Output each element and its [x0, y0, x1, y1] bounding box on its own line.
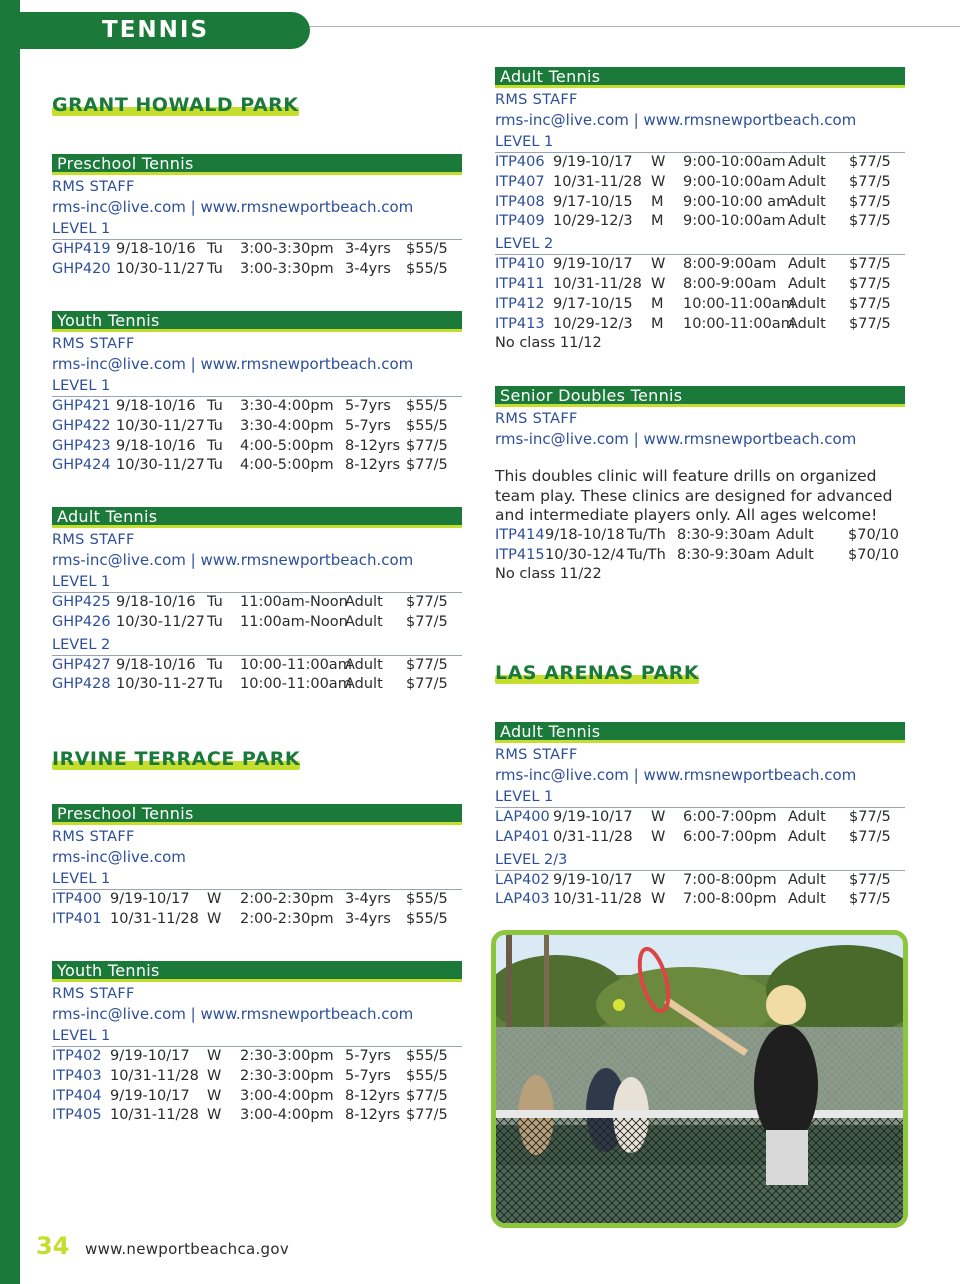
class-dates: 10/30-11/27 — [116, 417, 205, 434]
class-code: ITP401 — [52, 910, 102, 927]
class-time: 3:30-4:00pm — [240, 398, 334, 414]
class-time: 3:00-3:30pm — [240, 241, 334, 257]
class-dates: 9/19-10/17 — [110, 891, 190, 907]
schedule-row — [52, 910, 462, 930]
class-code: GHP420 — [52, 260, 111, 277]
class-code: LAP401 — [495, 828, 550, 845]
level-label: LEVEL 1 — [495, 133, 905, 153]
class-code: GHP427 — [52, 656, 111, 673]
header-rule — [300, 26, 960, 27]
class-time: 8:30-9:30am — [677, 546, 771, 563]
schedule-row — [52, 1067, 462, 1087]
class-age: 5-7yrs — [345, 1048, 391, 1064]
level-label: LEVEL 1 — [52, 220, 462, 240]
class-dates: 10/29-12/3 — [553, 213, 633, 230]
header-tab — [20, 12, 310, 49]
class-fee: $77/5 — [406, 676, 448, 693]
class-age: Adult — [776, 526, 814, 543]
instructor: RMS STAFF — [52, 829, 135, 845]
class-time: 2:30-3:00pm — [240, 1067, 334, 1084]
class-code: GHP421 — [52, 398, 111, 414]
schedule-row — [495, 546, 905, 566]
class-code: ITP400 — [52, 891, 102, 907]
section-irvine-terrace-youth — [52, 961, 462, 1126]
class-age: Adult — [345, 656, 383, 673]
section-title: Youth Tennis — [52, 961, 462, 982]
schedule-row — [52, 1106, 462, 1126]
class-fee: $55/5 — [406, 1048, 448, 1064]
tennis-photo — [491, 930, 908, 1228]
class-code: ITP408 — [495, 193, 545, 210]
class-code: ITP405 — [52, 1107, 102, 1124]
class-age: 3-4yrs — [345, 891, 391, 907]
class-fee: $77/5 — [406, 437, 448, 454]
class-code: LAP400 — [495, 809, 550, 825]
class-dates: 10/30-12/4 — [545, 546, 625, 563]
class-fee: $77/5 — [406, 1087, 448, 1104]
class-time: 11:00am-Noon — [240, 594, 348, 610]
class-code: GHP419 — [52, 241, 111, 257]
class-dates: 9/18-10/16 — [116, 656, 196, 673]
class-time: 3:00-4:00pm — [240, 1107, 334, 1124]
class-dates: 9/19-10/17 — [553, 256, 633, 273]
class-age: Adult — [788, 871, 826, 888]
class-day: W — [651, 173, 666, 190]
schedule-row — [52, 890, 462, 910]
schedule-row — [495, 193, 905, 213]
schedule-row — [52, 593, 462, 613]
class-fee: $77/5 — [406, 594, 448, 610]
class-age: 3-4yrs — [345, 260, 391, 277]
page-title: TENNIS — [102, 17, 210, 43]
class-code: GHP422 — [52, 417, 111, 434]
class-day: Tu/Th — [627, 546, 666, 563]
class-dates: 10/31-11/28 — [110, 1107, 199, 1124]
section-title: Preschool Tennis — [52, 154, 462, 175]
class-dates: 9/19-10/17 — [553, 871, 633, 888]
class-fee: $70/10 — [848, 526, 900, 543]
class-code: ITP407 — [495, 173, 545, 190]
class-day: M — [651, 315, 664, 332]
class-dates: 9/18-10/16 — [116, 437, 196, 454]
instructor: RMS STAFF — [495, 411, 578, 427]
schedule-row — [495, 295, 905, 315]
class-dates: 10/31-11/28 — [553, 173, 642, 190]
class-dates: 9/19-10/17 — [110, 1087, 190, 1104]
class-code: LAP403 — [495, 891, 550, 908]
class-fee: $55/5 — [406, 891, 448, 907]
class-age: Adult — [788, 256, 826, 273]
class-code: GHP423 — [52, 437, 111, 454]
section-irvine-terrace-preschool — [52, 804, 462, 930]
level-label: LEVEL 1 — [52, 377, 462, 397]
class-day: W — [207, 1048, 222, 1064]
class-age: 5-7yrs — [345, 398, 391, 414]
park-heading-irvine-terrace: IRVINE TERRACE PARK — [52, 748, 301, 770]
class-fee: $77/5 — [849, 154, 891, 170]
schedule-row — [495, 828, 905, 848]
schedule-row — [495, 871, 905, 891]
instructor: RMS STAFF — [52, 532, 135, 548]
schedule-row — [52, 1047, 462, 1067]
class-dates: 9/18-10/16 — [116, 398, 196, 414]
level-label: LEVEL 2 — [495, 235, 905, 255]
class-fee: $77/5 — [849, 891, 891, 908]
class-day: Tu — [207, 676, 223, 693]
section-title: Senior Doubles Tennis — [495, 386, 905, 407]
contact-info: rms-inc@live.com | www.rmsnewportbeach.com — [52, 551, 414, 569]
class-day: W — [207, 1067, 222, 1084]
class-day: W — [651, 275, 666, 292]
section-irvine-terrace-adult — [495, 67, 905, 354]
contact-info: rms-inc@live.com | www.rmsnewportbeach.com — [495, 111, 857, 129]
class-code: ITP414 — [495, 526, 545, 543]
class-fee: $77/5 — [849, 275, 891, 292]
class-dates: 9/19-10/17 — [553, 154, 633, 170]
contact-info: rms-inc@live.com | www.rmsnewportbeach.com — [495, 766, 857, 784]
class-fee: $77/5 — [849, 315, 891, 332]
class-dates: 10/31-11/28 — [553, 275, 642, 292]
class-age: 5-7yrs — [345, 417, 391, 434]
class-day: M — [651, 295, 664, 312]
class-time: 4:00-5:00pm — [240, 437, 334, 454]
schedule-row — [495, 275, 905, 295]
class-time: 9:00-10:00 am — [683, 193, 791, 210]
class-age: Adult — [776, 546, 814, 563]
class-code: GHP428 — [52, 676, 111, 693]
class-time: 10:00-11:00am — [683, 295, 795, 312]
level-label: LEVEL 1 — [52, 1027, 462, 1047]
class-time: 2:00-2:30pm — [240, 891, 334, 907]
class-day: Tu — [207, 260, 223, 277]
instructor: RMS STAFF — [52, 179, 135, 195]
class-day: Tu — [207, 241, 223, 257]
class-fee: $77/5 — [849, 295, 891, 312]
class-dates: 9/19-10/17 — [110, 1048, 190, 1064]
class-day: W — [207, 1107, 222, 1124]
left-accent-bar — [0, 0, 20, 1284]
class-time: 2:30-3:00pm — [240, 1048, 334, 1064]
instructor: RMS STAFF — [52, 986, 135, 1002]
footer-website-link[interactable]: www.newportbeachca.gov — [85, 1240, 290, 1258]
class-age: 8-12yrs — [345, 457, 401, 474]
schedule-row — [495, 526, 905, 546]
class-code: ITP406 — [495, 154, 545, 170]
contact-info: rms-inc@live.com | www.rmsnewportbeach.com — [52, 198, 414, 216]
schedule-row — [495, 255, 905, 275]
schedule-row — [495, 890, 905, 910]
class-age: Adult — [788, 193, 826, 210]
class-time: 9:00-10:00am — [683, 154, 786, 170]
class-day: Tu — [207, 613, 223, 630]
class-code: ITP415 — [495, 546, 545, 563]
class-fee: $55/5 — [406, 417, 448, 434]
class-day: Tu — [207, 656, 223, 673]
section-grant-howald-youth — [52, 311, 462, 476]
class-age: 8-12yrs — [345, 437, 401, 454]
class-fee: $77/5 — [849, 213, 891, 230]
class-age: 3-4yrs — [345, 241, 391, 257]
class-age: Adult — [788, 173, 826, 190]
class-day: Tu/Th — [627, 526, 666, 543]
class-age: 5-7yrs — [345, 1067, 391, 1084]
contact-info: rms-inc@live.com | www.rmsnewportbeach.com — [495, 430, 857, 448]
section-irvine-terrace-senior-doubles — [495, 386, 905, 585]
class-day: W — [207, 1087, 222, 1104]
class-day: W — [207, 891, 222, 907]
class-time: 3:00-3:30pm — [240, 260, 334, 277]
class-dates: 9/18-10/18 — [545, 526, 625, 543]
class-day: W — [207, 910, 222, 927]
schedule-row — [52, 417, 462, 437]
class-time: 3:30-4:00pm — [240, 417, 334, 434]
class-time: 8:00-9:00am — [683, 256, 777, 273]
class-age: Adult — [788, 891, 826, 908]
class-day: M — [651, 193, 664, 210]
class-code: GHP425 — [52, 594, 111, 610]
class-fee: $55/5 — [406, 398, 448, 414]
section-title: Preschool Tennis — [52, 804, 462, 825]
class-day: Tu — [207, 457, 223, 474]
class-fee: $77/5 — [849, 828, 891, 845]
class-dates: 10/31-11/28 — [553, 891, 642, 908]
level-label: LEVEL 2/3 — [495, 851, 905, 871]
class-age: Adult — [788, 295, 826, 312]
schedule-row — [495, 315, 905, 335]
class-day: Tu — [207, 398, 223, 414]
class-dates: 10/30-11-27 — [116, 676, 206, 693]
class-day: W — [651, 809, 666, 825]
class-dates: 10/30-11/27 — [116, 457, 205, 474]
schedule-row — [52, 456, 462, 476]
level-label: LEVEL 1 — [52, 870, 462, 890]
class-dates: 9/19-10/17 — [553, 809, 633, 825]
class-time: 7:00-8:00pm — [683, 871, 777, 888]
class-code: ITP413 — [495, 315, 545, 332]
class-age: Adult — [788, 275, 826, 292]
schedule-row — [52, 656, 462, 676]
schedule-row — [495, 173, 905, 193]
contact-info: rms-inc@live.com | www.rmsnewportbeach.com — [52, 1005, 414, 1023]
class-day: M — [651, 213, 664, 230]
schedule-note: No class 11/12 — [495, 335, 602, 352]
class-time: 9:00-10:00am — [683, 213, 786, 230]
class-age: Adult — [788, 213, 826, 230]
class-time: 2:00-2:30pm — [240, 910, 334, 927]
class-age: Adult — [788, 154, 826, 170]
class-age: Adult — [788, 315, 826, 332]
class-code: ITP403 — [52, 1067, 102, 1084]
class-age: Adult — [788, 809, 826, 825]
class-dates: 10/31-11/28 — [110, 910, 199, 927]
section-grant-howald-adult — [52, 507, 462, 695]
schedule-row — [52, 613, 462, 633]
class-day: Tu — [207, 417, 223, 434]
class-fee: $77/5 — [849, 173, 891, 190]
class-fee: $77/5 — [406, 613, 448, 630]
class-time: 6:00-7:00pm — [683, 828, 777, 845]
schedule-row — [52, 260, 462, 280]
class-day: W — [651, 891, 666, 908]
section-title: Youth Tennis — [52, 311, 462, 332]
park-heading-grant-howald: GRANT HOWALD PARK — [52, 94, 299, 116]
class-time: 7:00-8:00pm — [683, 891, 777, 908]
class-dates: 10/31-11/28 — [110, 1067, 199, 1084]
class-code: ITP409 — [495, 213, 545, 230]
class-day: W — [651, 871, 666, 888]
class-time: 10:00-11:00am — [240, 676, 352, 693]
class-fee: $77/5 — [849, 193, 891, 210]
class-age: 3-4yrs — [345, 910, 391, 927]
class-time: 3:00-4:00pm — [240, 1087, 334, 1104]
class-age: Adult — [345, 676, 383, 693]
schedule-row — [52, 437, 462, 457]
class-day: W — [651, 256, 666, 273]
class-fee: $55/5 — [406, 910, 448, 927]
class-day: Tu — [207, 594, 223, 610]
class-fee: $77/5 — [849, 256, 891, 273]
class-description: This doubles clinic will feature drills on organized team play. These clinics are designed for advanced and intermediate players only. All ages welcome! — [495, 467, 893, 525]
class-time: 4:00-5:00pm — [240, 457, 334, 474]
class-fee: $70/10 — [848, 546, 900, 563]
contact-info: rms-inc@live.com — [52, 848, 186, 866]
class-day: Tu — [207, 437, 223, 454]
instructor: RMS STAFF — [52, 336, 135, 352]
schedule-row — [52, 240, 462, 260]
class-time: 11:00am-Noon — [240, 613, 348, 630]
class-day: W — [651, 828, 666, 845]
schedule-note: No class 11/22 — [495, 566, 602, 583]
class-code: LAP402 — [495, 871, 550, 888]
class-fee: $77/5 — [849, 871, 891, 888]
class-dates: 10/29-12/3 — [553, 315, 633, 332]
class-time: 6:00-7:00pm — [683, 809, 777, 825]
contact-info: rms-inc@live.com | www.rmsnewportbeach.com — [52, 355, 414, 373]
section-title: Adult Tennis — [495, 67, 905, 88]
class-code: ITP411 — [495, 275, 545, 292]
schedule-row — [52, 675, 462, 695]
level-label: LEVEL 1 — [495, 788, 905, 808]
class-dates: 9/17-10/15 — [553, 193, 633, 210]
class-fee: $77/5 — [406, 457, 448, 474]
class-time: 10:00-11:00am — [240, 656, 352, 673]
schedule-row — [495, 153, 905, 173]
class-day: W — [651, 154, 666, 170]
class-code: ITP402 — [52, 1048, 102, 1064]
class-fee: $55/5 — [406, 241, 448, 257]
section-title: Adult Tennis — [495, 722, 905, 743]
class-time: 8:00-9:00am — [683, 275, 777, 292]
class-age: 8-12yrs — [345, 1107, 401, 1124]
class-code: GHP426 — [52, 613, 111, 630]
level-label: LEVEL 2 — [52, 636, 462, 656]
class-age: Adult — [345, 594, 383, 610]
section-las-arenas-adult — [495, 722, 905, 910]
class-time: 9:00-10:00am — [683, 173, 786, 190]
page-number: 34 — [36, 1232, 70, 1260]
class-fee: $77/5 — [406, 656, 448, 673]
class-fee: $55/5 — [406, 260, 448, 277]
schedule-row — [52, 397, 462, 417]
park-heading-las-arenas: LAS ARENAS PARK — [495, 662, 700, 684]
class-age: 8-12yrs — [345, 1087, 401, 1104]
class-dates: 10/30-11/27 — [116, 613, 205, 630]
class-dates: 9/18-10/16 — [116, 594, 196, 610]
schedule-row — [495, 808, 905, 828]
section-grant-howald-preschool — [52, 154, 462, 280]
instructor: RMS STAFF — [495, 747, 578, 763]
class-age: Adult — [345, 613, 383, 630]
class-code: ITP404 — [52, 1087, 102, 1104]
class-code: GHP424 — [52, 457, 111, 474]
level-label: LEVEL 1 — [52, 573, 462, 593]
schedule-row — [52, 1087, 462, 1107]
class-age: Adult — [788, 828, 826, 845]
class-code: ITP412 — [495, 295, 545, 312]
class-fee: $77/5 — [849, 809, 891, 825]
class-dates: 10/30-11/27 — [116, 260, 205, 277]
instructor: RMS STAFF — [495, 92, 578, 108]
class-dates: 9/17-10/15 — [553, 295, 633, 312]
class-fee: $55/5 — [406, 1067, 448, 1084]
section-title: Adult Tennis — [52, 507, 462, 528]
class-dates: 9/18-10/16 — [116, 241, 196, 257]
class-dates: 0/31-11/28 — [553, 828, 633, 845]
class-time: 10:00-11:00am — [683, 315, 795, 332]
class-code: ITP410 — [495, 256, 545, 273]
class-fee: $77/5 — [406, 1107, 448, 1124]
class-time: 8:30-9:30am — [677, 526, 771, 543]
schedule-row — [495, 212, 905, 232]
